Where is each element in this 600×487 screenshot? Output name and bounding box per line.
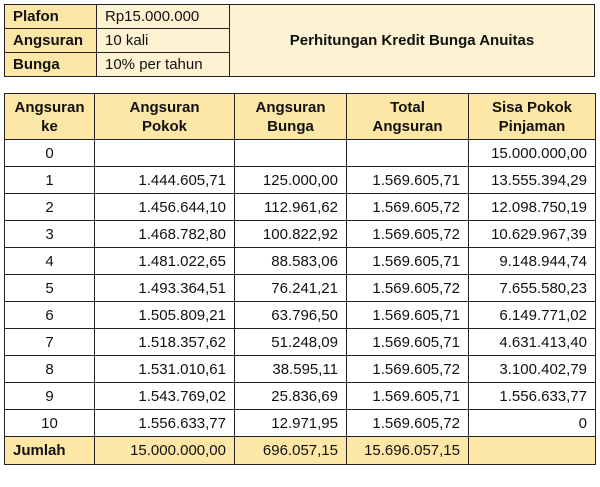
cell-total-installment: 1.569.605,72 [347,275,469,302]
summary-label: Plafon [5,5,97,29]
cell-principal: 1.481.022,65 [95,248,235,275]
cell-installment-no: 1 [5,167,95,194]
cell-principal: 1.505.809,21 [95,302,235,329]
total-cell-remaining-principal [469,437,596,465]
sheet-title: Perhitungan Kredit Bunga Anuitas [230,5,595,77]
total-label: Jumlah [5,437,95,465]
column-header-total-installment: Total Angsuran [347,94,469,140]
column-header-principal: Angsuran Pokok [95,94,235,140]
cell-installment-no: 6 [5,302,95,329]
cell-total-installment: 1.569.605,71 [347,167,469,194]
cell-remaining-principal: 15.000.000,00 [469,140,596,167]
column-header-interest: Angsuran Bunga [235,94,347,140]
cell-interest: 88.583,06 [235,248,347,275]
summary-row-plafon [5,5,595,29]
table-row [5,383,596,410]
cell-remaining-principal: 6.149.771,02 [469,302,596,329]
cell-remaining-principal: 3.100.402,79 [469,356,596,383]
cell-remaining-principal: 13.555.394,29 [469,167,596,194]
table-row [5,194,596,221]
table-row [5,356,596,383]
loan-summary-table [4,4,595,77]
total-cell-total-installment: 15.696.057,15 [347,437,469,465]
table-row [5,167,596,194]
summary-value: 10% per tahun [97,53,230,77]
cell-interest [235,140,347,167]
cell-installment-no: 5 [5,275,95,302]
summary-label: Bunga [5,53,97,77]
cell-principal: 1.556.633,77 [95,410,235,437]
column-header-installment-no: Angsuran ke [5,94,95,140]
cell-remaining-principal: 9.148.944,74 [469,248,596,275]
cell-installment-no: 7 [5,329,95,356]
table-row [5,302,596,329]
cell-remaining-principal: 7.655.580,23 [469,275,596,302]
table-total-row [5,437,596,465]
table-row [5,275,596,302]
table-header-row [5,94,596,140]
cell-total-installment [347,140,469,167]
cell-total-installment: 1.569.605,71 [347,329,469,356]
cell-installment-no: 0 [5,140,95,167]
column-header-remaining-principal: Sisa Pokok Pinjaman [469,94,596,140]
cell-installment-no: 3 [5,221,95,248]
cell-principal: 1.518.357,62 [95,329,235,356]
cell-interest: 100.822,92 [235,221,347,248]
cell-remaining-principal: 1.556.633,77 [469,383,596,410]
total-cell-principal: 15.000.000,00 [95,437,235,465]
summary-label: Angsuran [5,29,97,53]
cell-interest: 125.000,00 [235,167,347,194]
table-row [5,248,596,275]
cell-total-installment: 1.569.605,72 [347,356,469,383]
cell-remaining-principal: 10.629.967,39 [469,221,596,248]
cell-principal: 1.493.364,51 [95,275,235,302]
cell-principal: 1.543.769,02 [95,383,235,410]
cell-installment-no: 9 [5,383,95,410]
cell-interest: 38.595,11 [235,356,347,383]
summary-value: Rp15.000.000 [97,5,230,29]
cell-installment-no: 8 [5,356,95,383]
cell-total-installment: 1.569.605,71 [347,302,469,329]
cell-installment-no: 4 [5,248,95,275]
table-row [5,140,596,167]
cell-total-installment: 1.569.605,72 [347,410,469,437]
cell-total-installment: 1.569.605,71 [347,383,469,410]
cell-principal: 1.444.605,71 [95,167,235,194]
table-row [5,329,596,356]
cell-principal: 1.456.644,10 [95,194,235,221]
cell-installment-no: 2 [5,194,95,221]
cell-interest: 12.971,95 [235,410,347,437]
cell-remaining-principal: 4.631.413,40 [469,329,596,356]
cell-interest: 63.796,50 [235,302,347,329]
cell-principal [95,140,235,167]
cell-principal: 1.468.782,80 [95,221,235,248]
cell-principal: 1.531.010,61 [95,356,235,383]
cell-total-installment: 1.569.605,71 [347,248,469,275]
table-row [5,410,596,437]
total-cell-interest: 696.057,15 [235,437,347,465]
cell-remaining-principal: 12.098.750,19 [469,194,596,221]
summary-value: 10 kali [97,29,230,53]
cell-installment-no: 10 [5,410,95,437]
cell-total-installment: 1.569.605,72 [347,221,469,248]
cell-total-installment: 1.569.605,72 [347,194,469,221]
cell-interest: 112.961,62 [235,194,347,221]
amortization-table [4,93,596,465]
cell-interest: 76.241,21 [235,275,347,302]
cell-remaining-principal: 0 [469,410,596,437]
cell-interest: 25.836,69 [235,383,347,410]
table-body [5,140,596,465]
cell-interest: 51.248,09 [235,329,347,356]
table-row [5,221,596,248]
